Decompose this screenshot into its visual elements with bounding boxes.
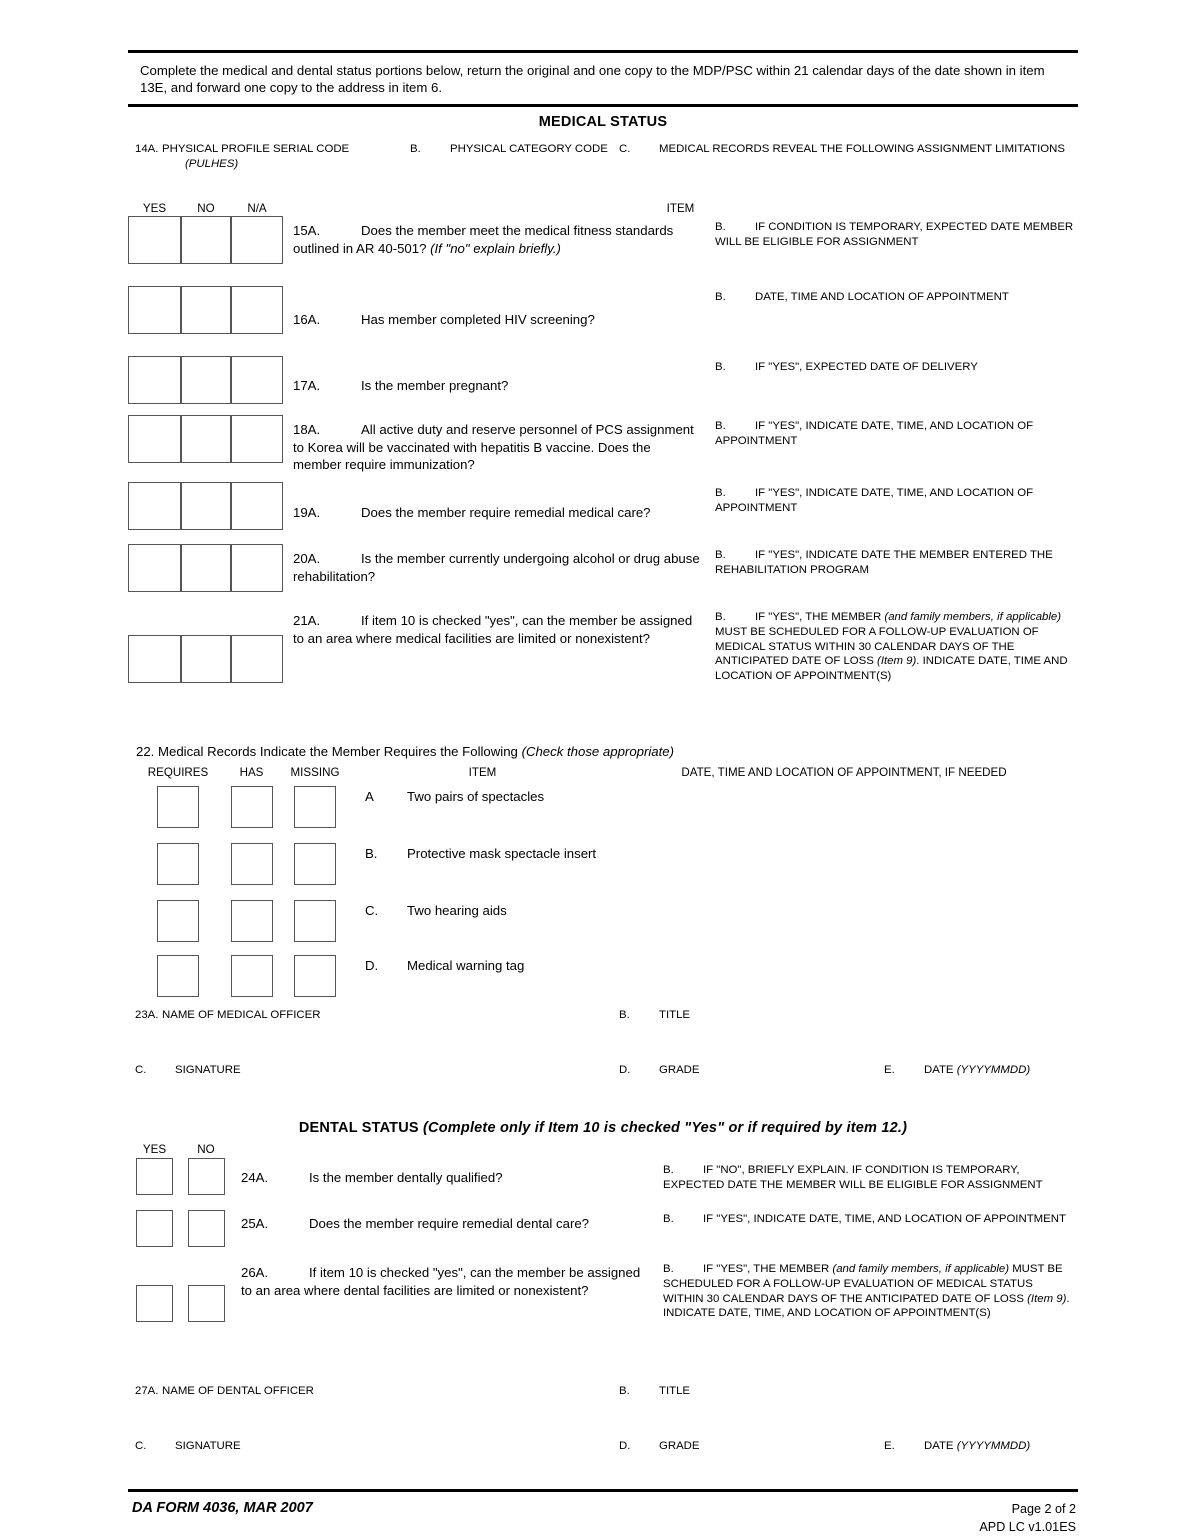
medical-row-19a — [128, 481, 1078, 543]
field-14a[interactable] — [128, 137, 403, 202]
dental-row-24a — [128, 1158, 1078, 1207]
checkbox-cell-24a-yes[interactable] — [128, 1158, 181, 1207]
item22-letter-a: A — [365, 788, 374, 804]
medical-row-17a — [128, 355, 1078, 414]
col-header-yes: YES — [142, 201, 167, 215]
question-15a-number: 15A. — [293, 222, 321, 238]
dental-column-header-row — [128, 1143, 1078, 1158]
field-15b-text: IF CONDITION IS TEMPORARY, EXPECTED DATE MEMBER WILL BE ELIGIBLE FOR ASSIGNMENT — [715, 220, 1074, 248]
checkbox-cell-18a-na[interactable] — [231, 414, 283, 481]
question-18a-number: 18A. — [293, 421, 321, 437]
medical-row-18a — [128, 414, 1078, 481]
field-23a-label: NAME OF MEDICAL OFFICER — [162, 1008, 321, 1021]
item22-letter-b: B. — [365, 845, 378, 861]
question-19a-text: Does the member require remedial medical care? — [361, 504, 651, 520]
checkbox-cell-16a-na[interactable] — [231, 285, 283, 355]
field-23c-letter: C. — [135, 1063, 147, 1076]
field-14b-label: PHYSICAL CATEGORY CODE — [450, 142, 608, 155]
question-25a — [231, 1207, 656, 1257]
field-23b-label: TITLE — [659, 1008, 691, 1021]
field-24b-letter: B. — [663, 1163, 674, 1176]
dental-officer-signature-row — [128, 1434, 1078, 1489]
item22-letter-d: D. — [365, 957, 379, 973]
col-header-item22-item: ITEM — [468, 765, 497, 779]
col-header-missing: MISSING — [290, 765, 340, 779]
form-number: DA FORM 4036, MAR 2007 — [132, 1499, 313, 1516]
checkbox-cell-19a-na[interactable] — [231, 481, 283, 543]
item22-label-d — [355, 948, 610, 1003]
checkbox-cell-20a-yes[interactable] — [128, 543, 181, 605]
dental-banner-title: DENTAL STATUS — [298, 1119, 419, 1136]
question-24a-text: Is the member dentally qualified? — [309, 1169, 503, 1185]
dental-row-26a — [128, 1257, 1078, 1379]
item22-row-d — [128, 948, 1078, 1003]
field-27d-letter: D. — [619, 1439, 631, 1452]
checkbox-cell-19a-no[interactable] — [181, 481, 231, 543]
checkbox-cell-22b-requires[interactable] — [128, 836, 228, 893]
checkbox-cell-22b-has[interactable] — [228, 836, 275, 893]
field-20b-text: IF "YES", INDICATE DATE THE MEMBER ENTERED THE REHABILITATION PROGRAM — [715, 548, 1053, 576]
field-23e-letter: E. — [884, 1063, 895, 1076]
checkbox-cell-18a-no[interactable] — [181, 414, 231, 481]
medical-officer-signature-row — [128, 1058, 1078, 1113]
item22-row-b — [128, 836, 1078, 893]
question-20a-text: Is the member currently undergoing alcohol or drug abuse rehabilitation? — [293, 550, 700, 584]
form-sheet — [128, 50, 1078, 1536]
question-20a-number: 20A. — [293, 550, 321, 566]
question-19a-number: 19A. — [293, 504, 321, 520]
field-27e-letter: E. — [884, 1439, 895, 1452]
checkbox-cell-22a-requires[interactable] — [128, 779, 228, 836]
col-header-item: ITEM — [666, 201, 695, 215]
question-25a-number: 25A. — [241, 1215, 269, 1231]
question-15a — [283, 215, 708, 285]
medical-row-15a — [128, 215, 1078, 285]
field-26b-letter: B. — [663, 1262, 674, 1275]
field-25b[interactable] — [656, 1207, 1078, 1257]
item22-date-c[interactable] — [610, 893, 1078, 948]
checkbox-cell-25a-yes[interactable] — [128, 1207, 181, 1257]
checkbox-cell-17a-yes[interactable] — [128, 355, 181, 414]
checkbox-cell-20a-no[interactable] — [181, 543, 231, 605]
dental-col-header-spacer — [231, 1143, 1078, 1158]
checkbox-cell-22d-has[interactable] — [228, 948, 275, 1003]
field-27a-name[interactable] — [128, 1379, 612, 1434]
checkbox-cell-24a-no[interactable] — [181, 1158, 231, 1207]
field-14c[interactable] — [612, 137, 1078, 202]
medical-row-21a — [128, 605, 1078, 733]
checkbox-cell-26a-yes[interactable] — [128, 1257, 181, 1379]
question-21a-number: 21A. — [293, 612, 321, 628]
question-21a — [283, 605, 708, 733]
question-17a — [283, 355, 708, 414]
field-15b-letter: B. — [715, 220, 726, 233]
item22-row-c — [128, 893, 1078, 948]
field-19b-letter: B. — [715, 486, 726, 499]
field-23c-label: SIGNATURE — [175, 1063, 241, 1076]
medical-row-20a — [128, 543, 1078, 605]
item22-header-row — [128, 766, 1078, 779]
field-23b-letter: B. — [619, 1008, 630, 1021]
field-23d-label: GRADE — [659, 1063, 700, 1076]
field-21b-text: IF "YES", THE MEMBER (and family members, if applicable) MUST BE SCHEDULED FOR A FOLLOW-UP EVALUATION OF MEDICAL STATUS WITHIN 30 CALENDAR DAYS OF THE ANTICIPATED DATE OF LOSS (Item 9). INDICATE DATE, TIME AND LOCATION OF APPOINTMENT(S) — [715, 610, 1068, 683]
item22-text-c: Two hearing aids — [407, 902, 507, 918]
field-27e-date[interactable] — [877, 1434, 1078, 1489]
question-25a-text: Does the member require remedial dental care? — [309, 1215, 590, 1231]
checkbox-cell-22d-missing[interactable] — [275, 948, 355, 1003]
question-18a — [283, 414, 708, 481]
question-17a-text: Is the member pregnant? — [361, 377, 509, 393]
field-14b[interactable] — [403, 137, 612, 202]
field-23d-letter: D. — [619, 1063, 631, 1076]
field-27b-label: TITLE — [659, 1384, 691, 1397]
field-15b[interactable] — [708, 215, 1078, 285]
field-16b[interactable] — [708, 285, 1078, 355]
field-27a-label: NAME OF DENTAL OFFICER — [162, 1384, 314, 1397]
field-14a-letter: 14A. — [135, 142, 159, 155]
field-25b-letter: B. — [663, 1212, 674, 1225]
col-header-requires: REQUIRES — [147, 765, 209, 779]
field-27c-label: SIGNATURE — [175, 1439, 241, 1452]
medical-questions-table — [128, 215, 1078, 733]
question-26a — [231, 1257, 656, 1379]
field-23b-title[interactable] — [612, 1003, 1078, 1058]
checkbox-cell-16a-no[interactable] — [181, 285, 231, 355]
checkbox-cell-18a-yes[interactable] — [128, 414, 181, 481]
field-16b-letter: B. — [715, 290, 726, 303]
field-21b-letter: B. — [715, 610, 726, 623]
col-header-no: NO — [197, 201, 215, 215]
field-23a-name[interactable] — [128, 1003, 612, 1058]
field-23e-format: (YYYYMMDD) — [956, 1063, 1031, 1076]
item22-label-c — [355, 893, 610, 948]
medical-header-table — [128, 137, 1078, 202]
dental-questions-table — [128, 1158, 1078, 1379]
field-18b[interactable] — [708, 414, 1078, 481]
checkbox-cell-17a-na[interactable] — [231, 355, 283, 414]
field-23a-letter: 23A. — [135, 1008, 159, 1021]
dental-col-header-yes: YES — [142, 1142, 167, 1156]
field-14b-letter: B. — [410, 142, 421, 155]
dental-row-25a — [128, 1207, 1078, 1257]
question-17a-number: 17A. — [293, 377, 321, 393]
item22-title: 22. Medical Records Indicate the Member Requires the Following — [136, 743, 518, 759]
dental-banner-sub: (Complete only if Item 10 is checked "Yes" or if required by item 12.) — [423, 1119, 908, 1136]
field-23d-grade[interactable] — [612, 1058, 877, 1113]
checkbox-cell-19a-yes[interactable] — [128, 481, 181, 543]
field-27b-letter: B. — [619, 1384, 630, 1397]
field-27b-title[interactable] — [612, 1379, 1078, 1434]
item22-letter-c: C. — [365, 902, 379, 918]
field-17b-letter: B. — [715, 360, 726, 373]
col-header-has: HAS — [239, 765, 264, 779]
field-26b[interactable] — [656, 1257, 1078, 1379]
question-18a-text: All active duty and reserve personnel of PCS assignment to Korea will be vaccinated with hepatitis B vaccine. Does the member require immunization? — [293, 421, 694, 473]
checkbox-cell-22b-missing[interactable] — [275, 836, 355, 893]
question-15a-italic: (If "no" explain briefly.) — [430, 240, 561, 256]
question-16a — [283, 285, 708, 355]
question-24a — [231, 1158, 656, 1207]
question-21a-text: If item 10 is checked "yes", can the member be assigned to an area where medical facilities are limited or nonexistent? — [293, 612, 693, 646]
checkbox-cell-15a-yes[interactable] — [128, 215, 181, 285]
dental-status-banner — [128, 1113, 1078, 1143]
field-27e-label: DATE — [924, 1439, 954, 1452]
medical-officer-name-row — [128, 1003, 1078, 1058]
field-27e-format: (YYYYMMDD) — [956, 1439, 1031, 1452]
field-17b[interactable] — [708, 355, 1078, 414]
col-header-na: N/A — [247, 201, 267, 215]
item22-title-italic: (Check those appropriate) — [521, 743, 675, 759]
checkbox-cell-17a-no[interactable] — [181, 355, 231, 414]
field-19b-text: IF "YES", INDICATE DATE, TIME, AND LOCATION OF APPOINTMENT — [715, 486, 1034, 514]
checkbox-cell-22a-has[interactable] — [228, 779, 275, 836]
medical-row-16a — [128, 285, 1078, 355]
field-18b-letter: B. — [715, 419, 726, 432]
item22-date-b[interactable] — [610, 836, 1078, 893]
field-14a-sublabel: (PULHES) — [185, 157, 239, 170]
question-24a-number: 24A. — [241, 1169, 269, 1185]
question-26a-text: If item 10 is checked "yes", can the member be assigned to an area where dental facilities are limited or nonexistent? — [241, 1264, 641, 1298]
medical-column-header-row — [128, 202, 1078, 215]
col-header-item22-date: DATE, TIME AND LOCATION OF APPOINTMENT, IF NEEDED — [681, 765, 1007, 779]
instructions-text: Complete the medical and dental status portions below, return the original and one copy to the MDP/PSC within 21 calendar days of the date shown in item 13E, and forward one copy to the address in item 6. — [140, 63, 1045, 96]
question-16a-number: 16A. — [293, 311, 321, 327]
checkbox-cell-22c-has[interactable] — [228, 893, 275, 948]
checkbox-cell-15a-na[interactable] — [231, 215, 283, 285]
item22-table — [128, 766, 1078, 1003]
question-20a — [283, 543, 708, 605]
field-16b-text: DATE, TIME AND LOCATION OF APPOINTMENT — [755, 290, 1009, 303]
field-14a-label: PHYSICAL PROFILE SERIAL CODE — [162, 142, 350, 155]
page-number: Page 2 of 2 — [1011, 1501, 1076, 1516]
question-15a-text: Does the member meet the medical fitness standards outlined in AR 40-501? — [293, 222, 674, 256]
field-25b-text: IF "YES", INDICATE DATE, TIME, AND LOCATION OF APPOINTMENT — [703, 1212, 1066, 1225]
checkbox-cell-16a-yes[interactable] — [128, 285, 181, 355]
item22-label-b — [355, 836, 610, 893]
checkbox-cell-22a-missing[interactable] — [275, 779, 355, 836]
apd-version: APD LC v1.01ES — [979, 1520, 1076, 1535]
checkbox-cell-25a-no[interactable] — [181, 1207, 231, 1257]
field-21b[interactable] — [708, 605, 1078, 733]
dental-col-header-no: NO — [197, 1142, 215, 1156]
field-24b-text: IF "NO", BRIEFLY EXPLAIN. IF CONDITION IS TEMPORARY, EXPECTED DATE THE MEMBER WILL BE ELIGIBLE FOR ASSIGNMENT — [663, 1163, 1043, 1191]
checkbox-cell-26a-no[interactable] — [181, 1257, 231, 1379]
question-19a — [283, 481, 708, 543]
item22-title-row — [128, 733, 1078, 766]
field-20b-letter: B. — [715, 548, 726, 561]
footer — [128, 1492, 1078, 1536]
field-23c-signature[interactable] — [128, 1058, 612, 1113]
field-18b-text: IF "YES", INDICATE DATE, TIME, AND LOCATION OF APPOINTMENT — [715, 419, 1034, 447]
question-26a-number: 26A. — [241, 1264, 269, 1280]
item22-row-a — [128, 779, 1078, 836]
item22-text-d: Medical warning tag — [407, 957, 525, 973]
checkbox-cell-22c-requires[interactable] — [128, 893, 228, 948]
item22-date-a[interactable] — [610, 779, 1078, 836]
item22-text-a: Two pairs of spectacles — [407, 788, 545, 804]
field-14c-letter: C. — [619, 142, 631, 155]
checkbox-cell-21a-no[interactable] — [181, 605, 231, 733]
field-14c-label: MEDICAL RECORDS REVEAL THE FOLLOWING ASSIGNMENT LIMITATIONS — [659, 142, 1065, 155]
item22-text-b: Protective mask spectacle insert — [407, 845, 597, 861]
field-24b[interactable] — [656, 1158, 1078, 1207]
dental-officer-block — [128, 1379, 1078, 1489]
medical-officer-block — [128, 1003, 1078, 1113]
field-27d-label: GRADE — [659, 1439, 700, 1452]
item22-date-d[interactable] — [610, 948, 1078, 1003]
field-23e-label: DATE — [924, 1063, 954, 1076]
medical-status-banner: MEDICAL STATUS — [538, 113, 668, 130]
field-27c-signature[interactable] — [128, 1434, 612, 1489]
item22-label-a — [355, 779, 610, 836]
checkbox-cell-21a-yes[interactable] — [128, 605, 181, 733]
field-27c-letter: C. — [135, 1439, 147, 1452]
field-27a-letter: 27A. — [135, 1384, 159, 1397]
field-17b-text: IF "YES", EXPECTED DATE OF DELIVERY — [755, 360, 978, 373]
field-19b[interactable] — [708, 481, 1078, 543]
dental-officer-name-row — [128, 1379, 1078, 1434]
field-20b[interactable] — [708, 543, 1078, 605]
field-23e-date[interactable] — [877, 1058, 1078, 1113]
field-26b-text: IF "YES", THE MEMBER (and family members, if applicable) MUST BE SCHEDULED FOR A FOLLOW-UP EVALUATION OF MEDICAL STATUS WITHIN 30 CALENDAR DAYS OF THE ANTICIPATED DATE OF LOSS (Item 9). INDICATE DATE, TIME, AND LOCATION OF APPOINTMENT(S) — [663, 1262, 1070, 1320]
question-16a-text: Has member completed HIV screening? — [361, 311, 595, 327]
checkbox-cell-22d-requires[interactable] — [128, 948, 228, 1003]
field-27d-grade[interactable] — [612, 1434, 877, 1489]
checkbox-cell-22c-missing[interactable] — [275, 893, 355, 948]
checkbox-cell-15a-no[interactable] — [181, 215, 231, 285]
checkbox-cell-20a-na[interactable] — [231, 543, 283, 605]
checkbox-cell-21a-na[interactable] — [231, 605, 283, 733]
